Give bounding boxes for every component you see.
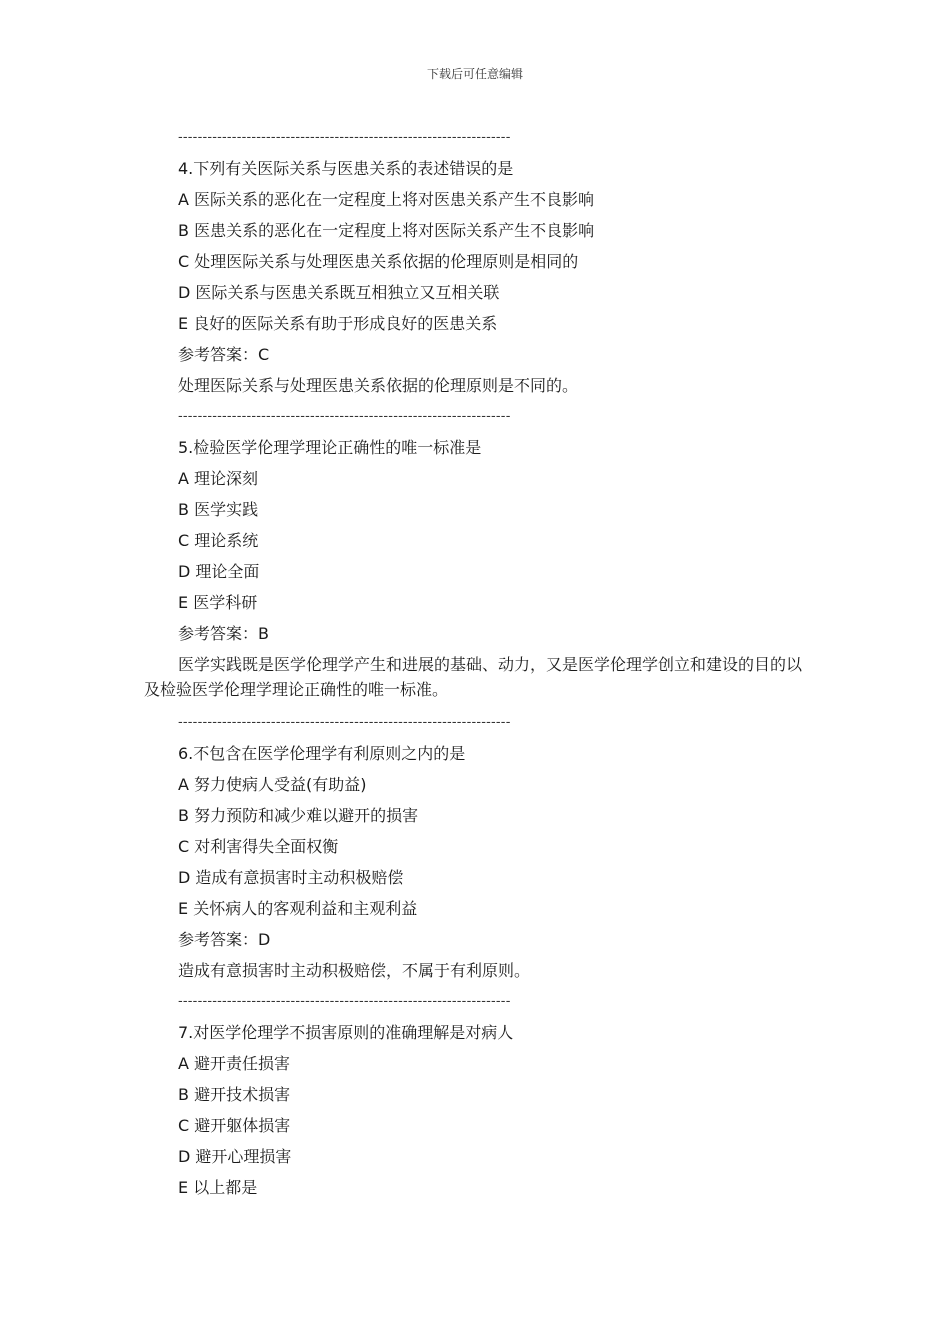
question-block-5	[144, 432, 804, 707]
question-text: 5.检验医学伦理学理论正确性的唯一标准是	[178, 438, 482, 457]
option-a: A 医际关系的恶化在一定程度上将对医患关系产生不良影响	[178, 190, 595, 209]
separator: --------------------------------------------------------------------	[178, 409, 511, 424]
option-d: D 医际关系与医患关系既互相独立又互相关联	[178, 283, 500, 302]
answer-explanation: 医学实践既是医学伦理学产生和进展的基础、动力，又是医学伦理学创立和建设的目的以及检验医学伦理学理论正确性的唯一标准。	[144, 655, 803, 699]
option-d: D 理论全面	[178, 562, 260, 581]
option-b: B 医患关系的恶化在一定程度上将对医际关系产生不良影响	[178, 221, 595, 240]
question-text: 4.下列有关医际关系与医患关系的表述错误的是	[178, 159, 514, 178]
page-header: 下载后可任意编辑	[426, 67, 523, 81]
option-d: D 造成有意损害时主动积极赔偿	[178, 868, 404, 887]
separator: --------------------------------------------------------------------	[178, 130, 511, 145]
separator: --------------------------------------------------------------------	[178, 994, 511, 1009]
option-b: B 避开技术损害	[178, 1085, 291, 1104]
question-block-6	[144, 738, 804, 986]
question-block-7	[144, 1017, 804, 1203]
option-e: E 以上都是	[178, 1178, 258, 1197]
option-b: B 医学实践	[178, 500, 259, 519]
separator: --------------------------------------------------------------------	[178, 715, 511, 730]
option-a: A 努力使病人受益(有助益)	[178, 775, 367, 794]
question-text: 6.不包含在医学伦理学有利原则之内的是	[178, 744, 466, 763]
question-text: 7.对医学伦理学不损害原则的准确理解是对病人	[178, 1023, 514, 1042]
question-block-4	[144, 153, 804, 401]
option-c: C 对利害得失全面权衡	[178, 837, 339, 856]
reference-answer: 参考答案：C	[178, 345, 270, 364]
reference-answer: 参考答案：D	[178, 930, 271, 949]
option-e: E 关怀病人的客观利益和主观利益	[178, 899, 418, 918]
option-e: E 良好的医际关系有助于形成良好的医患关系	[178, 314, 498, 333]
reference-answer: 参考答案：B	[178, 624, 269, 643]
option-d: D 避开心理损害	[178, 1147, 292, 1166]
answer-explanation: 造成有意损害时主动积极赔偿，不属于有利原则。	[178, 961, 531, 980]
option-a: A 理论深刻	[178, 469, 259, 488]
option-c: C 处理医际关系与处理医患关系依据的伦理原则是相同的	[178, 252, 579, 271]
document-body	[144, 122, 804, 1203]
option-c: C 避开躯体损害	[178, 1116, 291, 1135]
option-b: B 努力预防和减少难以避开的损害	[178, 806, 419, 825]
answer-explanation: 处理医际关系与处理医患关系依据的伦理原则是不同的。	[178, 376, 579, 395]
option-e: E 医学科研	[178, 593, 258, 612]
option-c: C 理论系统	[178, 531, 259, 550]
option-a: A 避开责任损害	[178, 1054, 291, 1073]
